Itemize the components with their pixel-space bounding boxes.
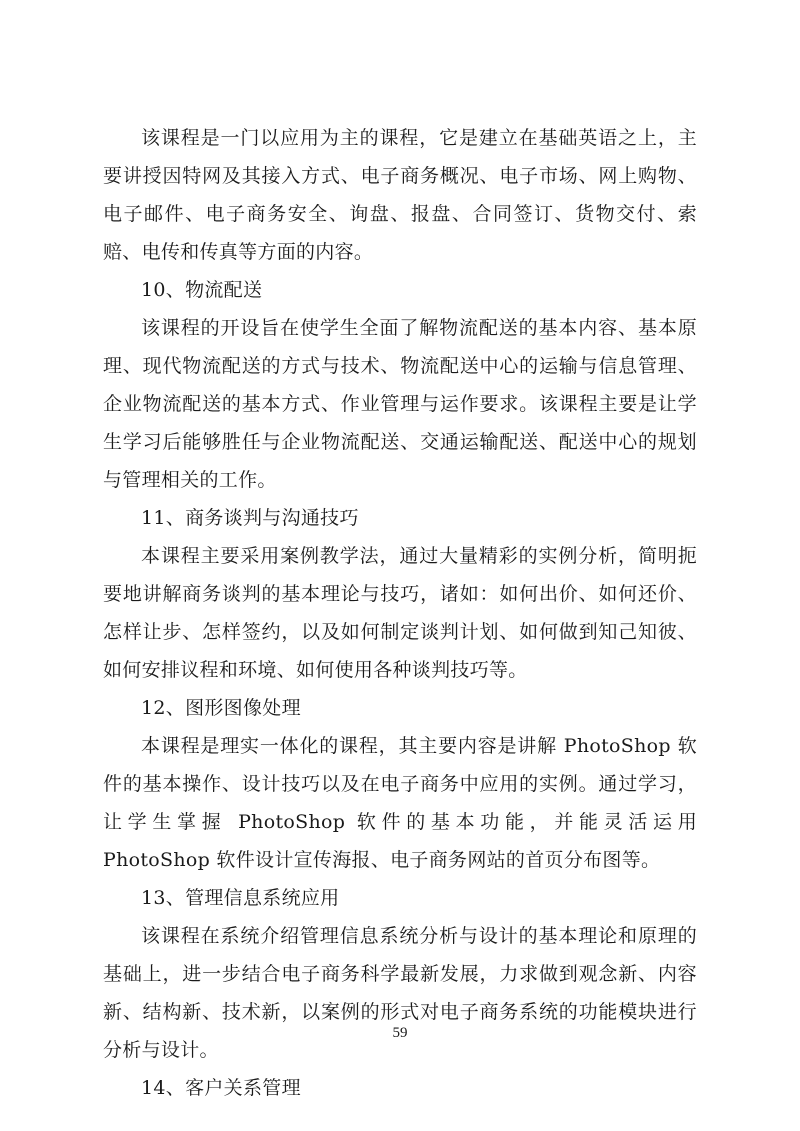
- document-body: [103, 119, 697, 1107]
- section-body-12: 本课程是理实一体化的课程，其主要内容是讲解 PhotoShop 软件的基本操作、设计技巧以及在电子商务中应用的实例。通过学习，让学生掌握 PhotoShop 软件的基本功能，并能灵活运用 PhotoShop 软件设计宣传海报、电子商务网站的首页分布图等。: [103, 735, 697, 871]
- section-heading-13: 13、管理信息系统应用: [141, 887, 340, 909]
- intro-paragraph: 该课程是一门以应用为主的课程，它是建立在基础英语之上，主要讲授因特网及其接入方式、电子商务概况、电子市场、网上购物、电子邮件、电子商务安全、询盘、报盘、合同签订、货物交付、索赔、电传和传真等方面的内容。: [103, 127, 697, 263]
- section-heading-14: 14、客户关系管理: [141, 1077, 301, 1099]
- section-body-13: 该课程在系统介绍管理信息系统分析与设计的基本理论和原理的基础上，进一步结合电子商务科学最新发展，力求做到观念新、内容新、结构新、技术新，以案例的形式对电子商务系统的功能模块进行分析与设计。: [103, 925, 697, 1061]
- page-number: 59: [392, 1025, 408, 1041]
- section-body-11: 本课程主要采用案例教学法，通过大量精彩的实例分析，简明扼要地讲解商务谈判的基本理论与技巧，诸如：如何出价、如何还价、怎样让步、怎样签约，以及如何制定谈判计划、如何做到知己知彼、如何安排议程和环境、如何使用各种谈判技巧等。: [103, 545, 697, 681]
- section-heading-10: 10、物流配送: [141, 279, 263, 301]
- section-heading-12: 12、图形图像处理: [141, 697, 301, 719]
- section-body-10: 该课程的开设旨在使学生全面了解物流配送的基本内容、基本原理、现代物流配送的方式与技术、物流配送中心的运输与信息管理、企业物流配送的基本方式、作业管理与运作要求。该课程主要是让学生学习后能够胜任与企业物流配送、交通运输配送、配送中心的规划与管理相关的工作。: [103, 317, 697, 491]
- section-heading-11: 11、商务谈判与沟通技巧: [141, 507, 359, 529]
